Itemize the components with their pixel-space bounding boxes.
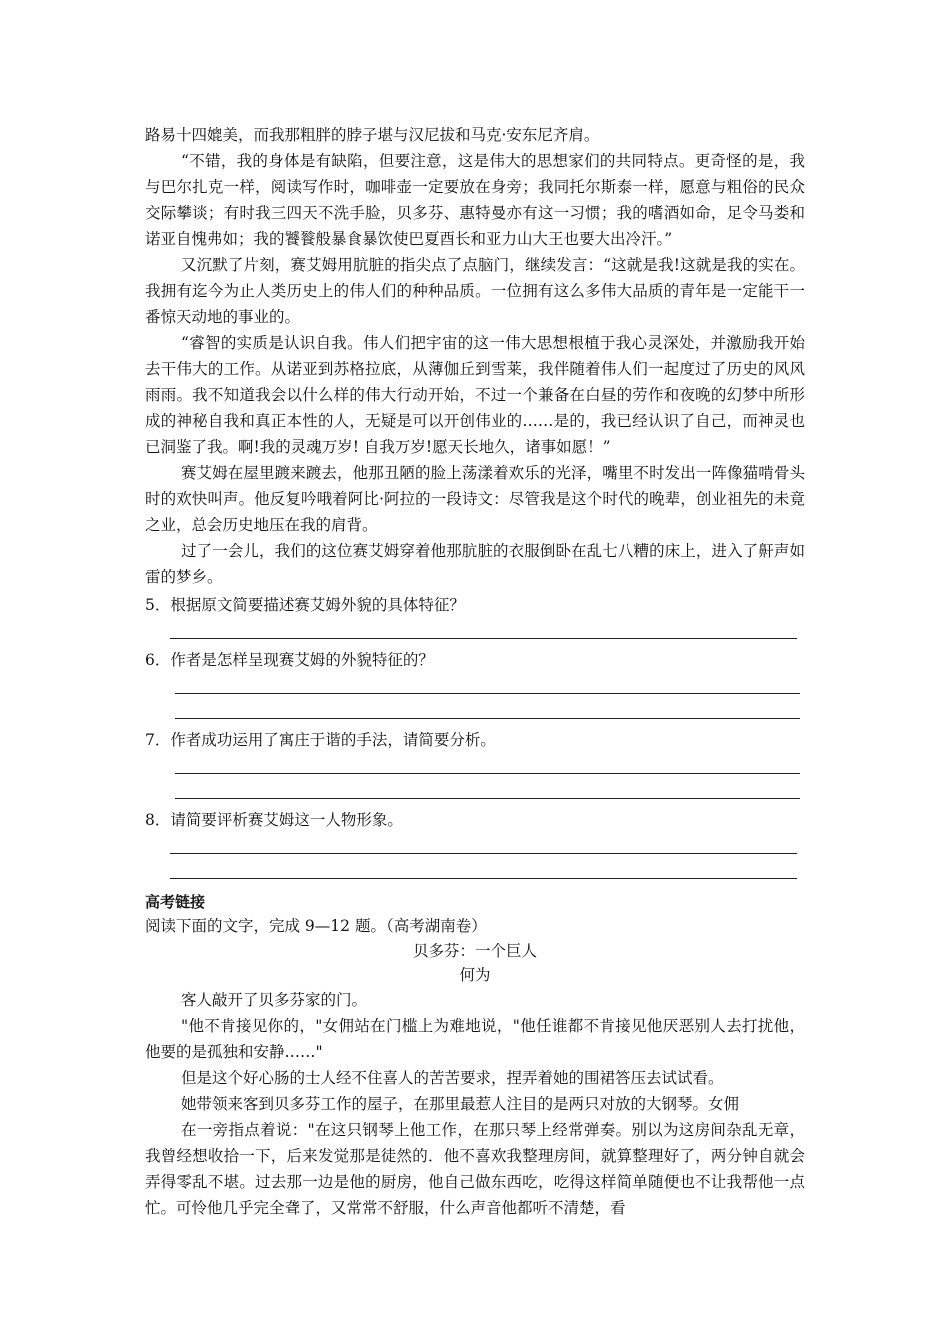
article-paragraph: 在一旁指点着说："在这只钢琴上他工作，在那只琴上经常弹奏。别以为这房间杂乱无章，我曾经想收拾一下，后来发觉那是徒然的．他不喜欢我整理房间，就算整理好了，两分钟自就会弄得零乱不堪。过去那一边是他的厨房，他自己做东西吃，吃得这样简单随便也不让我帮他一点忙。可怜他几乎完全聋了，又常常不舒服，什么声音他都听不清楚，看 bbox=[145, 1121, 805, 1217]
answer-line bbox=[175, 773, 800, 774]
article-paragraph: 客人敲开了贝多芬家的门。 bbox=[181, 991, 368, 1009]
answer-line bbox=[170, 853, 797, 854]
answer-line bbox=[170, 878, 797, 879]
passage-paragraph: “不错，我的身体是有缺陷，但要注意，这是伟大的思想家们的共同特点。更奇怪的是，我与巴尔扎克一样，阅读写作时，咖啡壶一定要放在身旁；我同托尔斯泰一样，愿意与粗俗的民众交际攀谈；有时我三四天不洗手脸，贝多芬、惠特曼亦有这一习惯；我的嗜酒如命，足令马娄和诺亚自愧弗如；我的饕餮般暴食暴饮使巴夏酉长和亚力山大王也要大出冷汗。” bbox=[145, 152, 805, 248]
question-5: 5．根据原文简要描述赛艾姆外貌的具体特征？ bbox=[145, 596, 465, 614]
section-instruction: 阅读下面的文字，完成 9—12 题。（高考湖南卷） bbox=[145, 917, 487, 935]
article-title: 贝多芬：一个巨人 bbox=[412, 942, 537, 960]
question-7: 7．作者成功运用了寓庄于谐的手法，请简要分析。 bbox=[145, 731, 496, 749]
passage-paragraph: “睿智的实质是认识自我。伟人们把宇宙的这一伟大思想根植于我心灵深处，并激励我开始去干伟大的工作。从诺亚到苏格拉底，从薄伽丘到雪莱，我伴随着伟人们一起度过了历史的风风雨雨。我不知道我会以什么样的伟大行动开始，不过一个兼备在白昼的劳作和夜晚的幻梦中所形成的神秘自我和真正本性的人，无疑是可以开创伟业的……是的，我已经认识了自己，而神灵也已洞鉴了我。啊!我的灵魂万岁! 自我万岁!愿天长地久，诸事如愿！” bbox=[145, 334, 805, 456]
answer-line bbox=[170, 638, 797, 639]
answer-line bbox=[175, 693, 800, 694]
question-8: 8．请简要评析赛艾姆这一人物形象。 bbox=[145, 811, 403, 829]
answer-line bbox=[175, 798, 800, 799]
question-6: 6．作者是怎样呈现赛艾姆的外貌特征的？ bbox=[145, 651, 434, 669]
article-paragraph: "他不肯接见你的，"女佣站在门槛上为难地说，"他任谁都不肯接见他厌恶别人去打扰他，他要的是孤独和安静……" bbox=[145, 1017, 805, 1061]
article-author: 何为 bbox=[459, 966, 491, 984]
section-heading: 高考链接 bbox=[145, 893, 206, 911]
passage-paragraph: 赛艾姆在屋里踱来踱去，他那丑陋的脸上荡漾着欢乐的光泽，嘴里不时发出一阵像猫啃骨头时的欢快叫声。他反复吟哦着阿比·阿拉的一段诗文：尽管我是这个时代的晚辈，创业祖先的未竟之业，总会历史地压在我的肩背。 bbox=[145, 464, 805, 534]
document-page bbox=[145, 122, 805, 1221]
article-paragraph: 她带领来客到贝多芬工作的屋子，在那里最惹人注目的是两只对放的大钢琴。女佣 bbox=[181, 1095, 740, 1113]
article-paragraph: 但是这个好心肠的士人经不住喜人的苦苦要求，捏弄着她的围裙答压去试试看。 bbox=[181, 1069, 724, 1087]
passage-paragraph: 又沉默了片刻，赛艾姆用肮脏的指尖点了点脑门，继续发言：“这就是我!这就是我的实在。我拥有迄今为止人类历史上的伟人们的种种品质。一位拥有这么多伟大品质的青年是一定能干一番惊天动地的事业的。 bbox=[145, 256, 805, 326]
passage-paragraph: 路易十四媲美，而我那粗胖的脖子堪与汉尼拔和马克·安东尼齐肩。 bbox=[145, 126, 600, 144]
passage-paragraph: 过了一会儿，我们的这位赛艾姆穿着他那肮脏的衣服倒卧在乱七八糟的床上，进入了鼾声如雷的梦乡。 bbox=[145, 542, 805, 586]
answer-line bbox=[175, 718, 800, 719]
